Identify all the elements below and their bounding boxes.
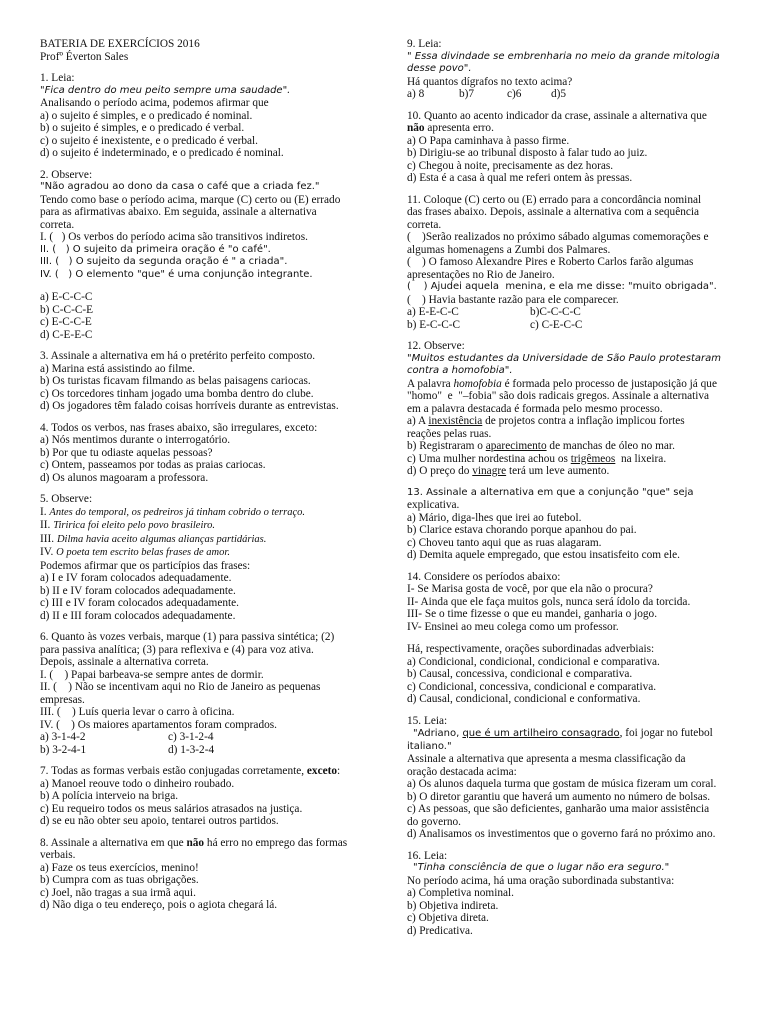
question-heading: 5. Observe: xyxy=(40,493,93,505)
statement-iii: III. ( ) Luís queria levar o carro à oficina. xyxy=(40,706,235,718)
option-d: d) Causal, condicional, condicional e conformativa. xyxy=(407,693,641,705)
option-b: b) Os turistas ficavam filmando as belas paisagens cariocas. xyxy=(40,375,311,387)
statement-number: II. xyxy=(40,519,54,531)
option-c: c) Chegou à noite, precisamente as dez horas. xyxy=(407,159,614,172)
question-7 xyxy=(40,765,392,828)
option-a: a) O Papa caminhava à passo firme. xyxy=(407,134,570,147)
statement-iv: IV. ( ) Os maiores apartamentos foram comprados. xyxy=(40,718,277,731)
statement-3: ( ) Ajudei aquela menina, e ela me disse: "muito obrigada". xyxy=(407,281,717,292)
right-column xyxy=(407,38,749,946)
question-9 xyxy=(407,38,749,101)
question-heading-cont: verbais. xyxy=(40,849,76,861)
question-heading: 13. Assinale a alternativa em que a conjunção "que" seja xyxy=(407,486,694,498)
statement-text: O poeta tem escrito belas frases de amor. xyxy=(56,547,230,558)
statement-ii-cont: empresas. xyxy=(40,693,85,706)
statement-ii: II. ( ) Não se incentivam aqui no Rio de Janeiro as pequenas xyxy=(40,681,321,693)
question-8 xyxy=(40,837,392,912)
question-13 xyxy=(407,487,749,562)
options-row xyxy=(407,88,749,101)
question-3 xyxy=(40,350,392,413)
option-c: c) As pessoas, que são deficientes, ganharão uma maior assistência xyxy=(407,803,710,815)
option-b: b) C-C-C-E xyxy=(40,303,94,316)
option-c: c) E-C-C-E xyxy=(40,316,92,328)
option-a: a) 3-1-4-2 xyxy=(40,731,86,743)
question-stem: Assinale a alternativa que apresenta a mesma classificação da xyxy=(407,753,686,765)
option-d: d) Predicativa. xyxy=(407,924,473,937)
statement-4: ( ) Havia bastante razão para ele comparecer. xyxy=(407,293,619,306)
option-d: d) Os jogadores têm falado coisas horríveis durante as entrevistas. xyxy=(40,400,339,412)
question-heading: 3. Assinale a alternativa em há o pretérito perfeito composto. xyxy=(40,350,316,362)
emphasis-text: não xyxy=(186,836,205,849)
question-heading: 1. Leia: xyxy=(40,72,75,84)
document-header xyxy=(40,38,392,63)
option-text: de projetos contra a inflação implicou fortes xyxy=(482,415,685,427)
highlighted-clause: que é um artilheiro consagrado xyxy=(462,728,620,739)
option-b: b) Causal, concessiva, condicional e comparativa. xyxy=(407,668,633,680)
underlined-word: inexistência xyxy=(428,415,483,427)
options-grid xyxy=(40,731,290,756)
question-stem: Tendo como base o período acima, marque (C) certo ou (E) errado xyxy=(40,193,341,206)
option-b xyxy=(407,440,749,453)
option-b: b)C-C-C-C xyxy=(530,306,581,318)
option-d: d)5 xyxy=(551,88,567,100)
option-text: b) Registraram o xyxy=(407,440,486,452)
question-stem: Há, respectivamente, orações subordinadas adverbiais: xyxy=(407,643,655,655)
option-c: c)6 xyxy=(507,88,522,100)
option-a: a) Os alunos daquela turma que gostam de música fizeram um coral. xyxy=(407,778,717,790)
question-stem: oração destacada acima: xyxy=(407,765,517,778)
option-b: b) Objetiva indireta. xyxy=(407,899,499,912)
question-15 xyxy=(407,715,749,841)
question-5 xyxy=(40,493,392,622)
quote-text: "Fica dentro do meu peito sempre uma saudade". xyxy=(40,84,291,96)
option-a: a) o sujeito é simples, e o predicado é nominal. xyxy=(40,109,253,122)
statement-iv: IV- Ensinei ao meu colega como um professor. xyxy=(407,620,619,633)
option-c-cont: do governo. xyxy=(407,815,461,828)
quote-text xyxy=(407,727,749,741)
quote-part: "Adriano, xyxy=(413,728,463,739)
question-10 xyxy=(407,110,749,185)
question-heading xyxy=(40,837,392,850)
statement-number: III. xyxy=(40,532,57,545)
question-stem: das frases abaixo. Depois, assinale a alternativa com a sequência xyxy=(407,206,700,218)
option-c: c) III e IV foram colocados adequadamente. xyxy=(40,597,239,609)
statement-i xyxy=(40,506,392,520)
left-column xyxy=(40,38,392,921)
option-text: d) O preço do xyxy=(407,465,473,477)
emphasis-text: exceto xyxy=(306,765,338,777)
options-grid xyxy=(407,306,647,331)
question-heading-cont: explicativa. xyxy=(407,499,460,511)
question-6 xyxy=(40,631,392,756)
option-d: d) C-E-E-C xyxy=(40,328,93,341)
question-heading: 15. Leia: xyxy=(407,714,448,727)
heading-text: apresenta erro. xyxy=(424,122,494,134)
stem-text: é formada pelo processo de justaposição já que xyxy=(501,377,717,390)
option-b: b) Dirigiu-se ao tribunal disposto à falar tudo ao juiz. xyxy=(407,147,648,159)
option-a: a) Condicional, condicional, condicional e comparativa. xyxy=(407,655,660,668)
heading-text: : xyxy=(337,765,341,777)
question-1 xyxy=(40,72,392,160)
highlighted-word: homofobia xyxy=(453,377,502,390)
statement-iv: IV. ( ) O elemento "que" é uma conjunção integrante. xyxy=(40,268,313,280)
option-b: b) A polícia interveio na briga. xyxy=(40,790,179,802)
option-text: a) A xyxy=(407,415,429,427)
option-c: c) 3-1-2-4 xyxy=(168,731,214,743)
question-stem: para as afirmativas abaixo. Em seguida, assinale a alternativa xyxy=(40,206,317,218)
question-stem: correta. xyxy=(407,218,442,231)
question-heading: 16. Leia: xyxy=(407,849,448,862)
option-b: b) Cumpra com as tuas obrigações. xyxy=(40,874,199,886)
underlined-word: trigêmeos xyxy=(570,452,616,465)
question-stem: Há quantos dígrafos no texto acima? xyxy=(407,75,573,88)
question-stem: para passiva analítica; (3) para reflexiva e (4) para voz ativa. xyxy=(40,643,314,656)
document-title: BATERIA DE EXERCÍCIOS 2016 xyxy=(40,38,200,50)
option-d: d) II e III foram colocados adequadamente. xyxy=(40,609,236,622)
question-heading: 12. Observe: xyxy=(407,340,465,352)
option-text: na lixeira. xyxy=(615,452,667,465)
option-d xyxy=(407,465,749,478)
option-b: b) O diretor garantiu que haverá um aumento no número de bolsas. xyxy=(407,790,711,803)
option-b: b) Por que tu odiaste aquelas pessoas? xyxy=(40,446,213,459)
question-heading-cont xyxy=(407,122,749,135)
option-d: d) Esta é a casa à qual me referi ontem às pressas. xyxy=(407,172,633,184)
emphasis-text: não xyxy=(407,122,425,134)
option-d: d) Demita aquele empregado, que estou insatisfeito com ele. xyxy=(407,549,680,561)
option-a: a) Nós mentimos durante o interrogatório. xyxy=(40,434,231,446)
statement-ii: II- Ainda que ele faça muitos gols, nunca será ídolo da torcida. xyxy=(407,595,691,608)
option-c xyxy=(407,453,749,466)
option-c: c) Choveu tanto aqui que as ruas alagaram. xyxy=(407,536,602,549)
option-c: c) Objetiva direta. xyxy=(407,912,489,924)
statement-iii: III- Se o time fizesse o que eu mandei, ganharia o jogo. xyxy=(407,608,658,620)
statement-text: Antes do temporal, os pedreiros já tinham cobrido o terraço. xyxy=(49,506,306,518)
statement-number: I. xyxy=(40,505,50,518)
question-stem: Depois, assinale a alternativa correta. xyxy=(40,656,209,668)
question-heading: 14. Considere os períodos abaixo: xyxy=(407,570,561,583)
question-14 xyxy=(407,571,749,706)
statement-i: I- Se Marisa gosta de você, por que ela não o procura? xyxy=(407,583,653,595)
quote-text: " Essa divindade se embrenharia no meio da grande mitologia xyxy=(407,50,720,62)
question-heading: 10. Quanto ao acento indicador da crase, assinale a alternativa que xyxy=(407,109,707,122)
option-b: b) o sujeito é simples, e o predicado é verbal. xyxy=(40,122,245,134)
quote-text: "Não agradou ao dono da casa o café que a criada fez." xyxy=(40,181,320,192)
question-11 xyxy=(407,194,749,332)
statement-ii: II. ( ) O sujeito da primeira oração é "o café". xyxy=(40,243,271,255)
heading-text: há erro no emprego das formas xyxy=(204,836,348,849)
option-a: a) Faze os teus exercícios, menino! xyxy=(40,861,199,874)
question-heading: 11. Coloque (C) certo ou (E) errado para a concordância nominal xyxy=(407,193,702,206)
option-d: d) Os alunos magoaram a professora. xyxy=(40,471,209,484)
question-heading: 6. Quanto às vozes verbais, marque (1) para passiva sintética; (2) xyxy=(40,631,335,643)
statement-number: IV. xyxy=(40,546,57,558)
option-a: a) Marina está assistindo ao filme. xyxy=(40,362,195,375)
question-16 xyxy=(407,850,749,938)
quote-part: , foi jogar no futebol xyxy=(619,727,713,739)
option-d: d) Analisamos os investimentos que o governo fará no próximo ano. xyxy=(407,828,716,840)
statement-2: ( ) O famoso Alexandre Pires e Roberto Carlos farão algumas xyxy=(407,256,694,268)
option-d: d) 1-3-2-4 xyxy=(168,743,215,756)
option-a: a) E-C-C-C xyxy=(40,291,93,303)
question-stem: Analisando o período acima, podemos afirmar que xyxy=(40,97,269,109)
quote-text: contra a homofobia". xyxy=(407,365,513,376)
option-c: c) Os torcedores tinham jogado uma bomba dentro do clube. xyxy=(40,387,314,400)
option-a xyxy=(407,415,749,428)
option-b: b) 3-2-4-1 xyxy=(40,743,87,756)
heading-text: 7. Todas as formas verbais estão conjugadas corretamente, xyxy=(40,765,307,777)
option-a: a) Manoel reouve todo o dinheiro roubado. xyxy=(40,777,235,790)
question-stem xyxy=(407,378,749,391)
underlined-word: aparecimento xyxy=(485,440,547,452)
statement-2-cont: apresentações no Rio de Janeiro. xyxy=(407,268,555,281)
statement-iv xyxy=(40,546,392,560)
statement-text: Dilma havia aceito algumas alianças partidárias. xyxy=(56,533,267,545)
statement-1-cont: algumas homenagens a Zumbi dos Palmares. xyxy=(407,243,611,256)
question-12 xyxy=(407,340,749,478)
option-c: c) o sujeito é inexistente, e o predicado é verbal. xyxy=(40,134,259,147)
statement-i: I. ( ) Papai barbeava-se sempre antes de dormir. xyxy=(40,668,264,681)
statement-ii xyxy=(40,519,392,533)
option-text: c) Uma mulher nordestina achou os xyxy=(407,452,571,465)
statement-i: I. ( ) Os verbos do período acima são transitivos indiretos. xyxy=(40,231,308,243)
quote-text: "Tinha consciência de que o lugar não era seguro." xyxy=(413,862,670,873)
question-4 xyxy=(40,422,392,485)
question-heading: 2. Observe: xyxy=(40,168,93,181)
option-c: c) Joel, não tragas a sua irmã aqui. xyxy=(40,886,196,899)
option-a: a) E-E-C-C xyxy=(407,306,459,318)
option-c: c) Ontem, passeamos por todas as praias cariocas. xyxy=(40,459,266,471)
option-b-2: b) E-C-C-C xyxy=(407,318,461,331)
option-d: d) Não diga o teu endereço, pois o agiota chegará lá. xyxy=(40,899,278,911)
question-stem: "homo" e "–fobia" são dois radicais gregos. Assinale a alternativa xyxy=(407,390,710,402)
question-heading: 4. Todos os verbos, nas frases abaixo, são irregulares, exceto: xyxy=(40,421,318,434)
question-heading xyxy=(40,765,392,778)
option-c: c) Eu requeiro todos os meus salários atrasados na justiça. xyxy=(40,802,303,815)
option-d: d) se eu não obter seu apoio, tentarei outros partidos. xyxy=(40,815,279,827)
statement-text: Tiririca foi eleito pelo povo brasileiro. xyxy=(53,520,215,531)
option-a-cont: reações pelas ruas. xyxy=(407,427,492,440)
underlined-word: vinagre xyxy=(472,465,507,477)
question-stem: No período acima, há uma oração subordinada substantiva: xyxy=(407,874,675,887)
quote-text: desse povo". xyxy=(407,63,472,74)
question-stem: Podemos afirmar que os particípios das frases: xyxy=(40,559,251,572)
option-b: b) II e IV foram colocados adequadamente. xyxy=(40,584,236,597)
statement-1: ( )Serão realizados no próximo sábado algumas comemorações e xyxy=(407,231,709,243)
option-text: terá um leve aumento. xyxy=(506,465,610,477)
quote-text-cont: italiano." xyxy=(407,740,452,752)
option-a: a) I e IV foram colocados adequadamente. xyxy=(40,572,232,584)
stem-text: A palavra xyxy=(407,377,454,390)
question-heading: 9. Leia: xyxy=(407,38,442,50)
option-b: b)7 xyxy=(459,88,475,100)
option-b: b) Clarice estava chorando porque apanhou do pai. xyxy=(407,524,637,536)
option-c: c) C-E-C-C xyxy=(530,318,583,331)
option-c: c) Condicional, concessiva, condicional e comparativa. xyxy=(407,680,657,693)
option-a: a) 8 xyxy=(407,88,425,100)
question-stem: em a palavra destacada é formada pelo mesmo processo. xyxy=(407,402,663,415)
statement-iii xyxy=(40,533,392,547)
option-text: de manchas de óleo no mar. xyxy=(546,440,675,452)
question-stem: correta. xyxy=(40,218,75,231)
option-a: a) Completiva nominal. xyxy=(407,887,514,899)
option-d: d) o sujeito é indeterminado, e o predicado é nominal. xyxy=(40,147,284,159)
quote-text: "Muitos estudantes da Universidade de São Paulo protestaram xyxy=(407,352,721,364)
statement-iii: III. ( ) O sujeito da segunda oração é " a criada". xyxy=(40,256,288,267)
question-2 xyxy=(40,169,392,342)
heading-text: 8. Assinale a alternativa em que xyxy=(40,836,187,849)
option-a: a) Mário, diga-lhes que irei ao futebol. xyxy=(407,511,582,524)
author-line: Profº Éverton Sales xyxy=(40,50,129,63)
